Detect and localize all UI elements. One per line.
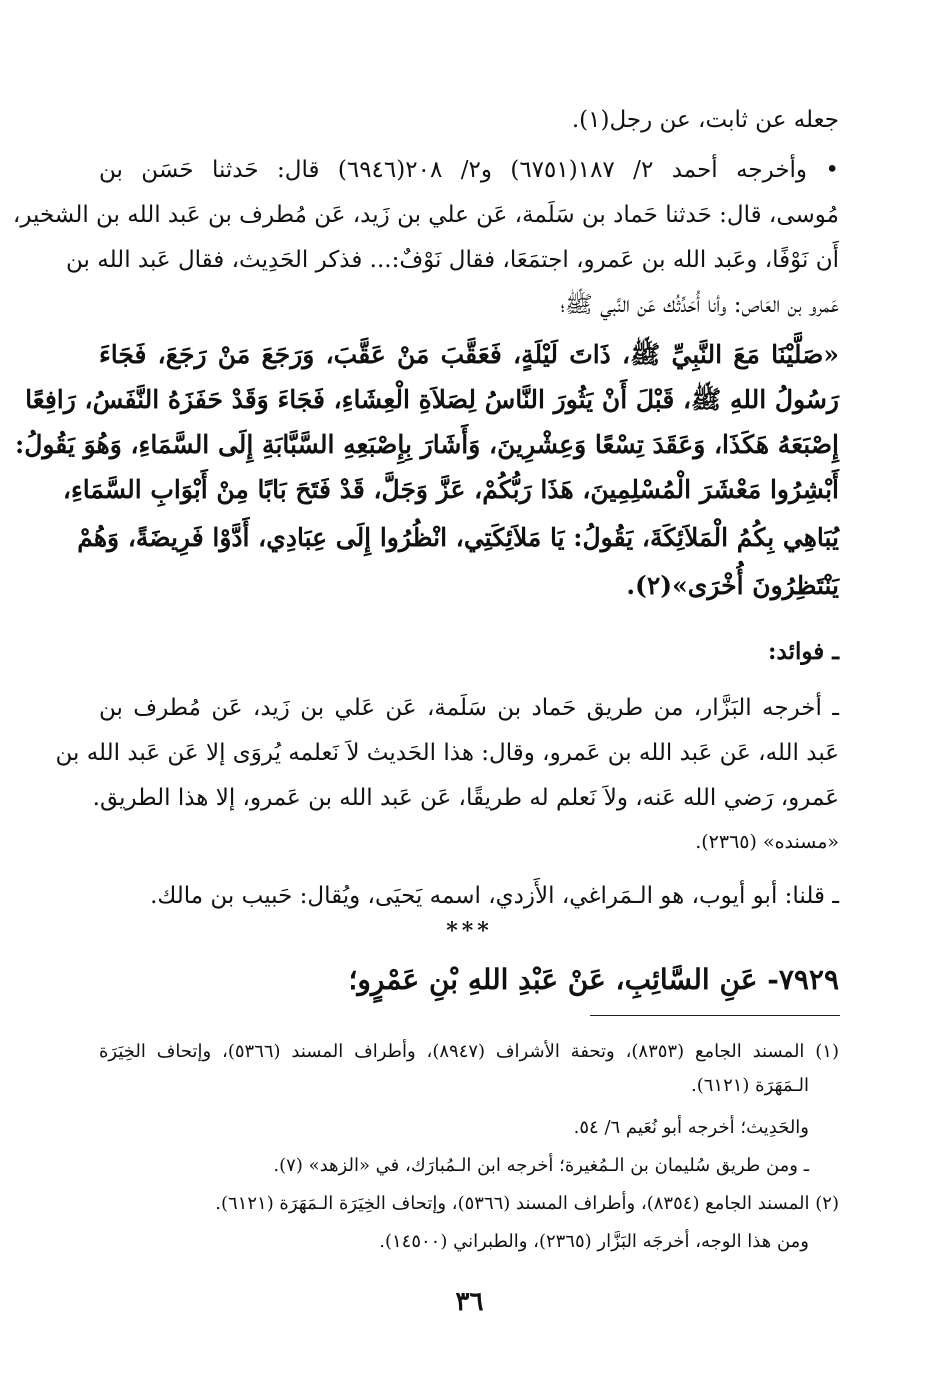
body-line: مُوسى، قال: حَدثنا حَماد بن سَلَمة، عَن علي بن زَيد، عَن مُطرف بن عَبد الله بن الشخير، bbox=[12, 202, 839, 228]
hadith-line: أَبْشِرُوا مَعْشَرَ الْمُسْلِمِينَ، هَذَا رَبُّكُمْ، عَزَّ وَجَلَّ، قَدْ فَتَحَ بَابًا مِنْ أَبْوَابِ السَّمَاءِ، bbox=[62, 475, 839, 504]
qulna-line: ـ قلنا: أبو أيوب، هو الـمَراغي، الأَزدي، اسمه يَحيَى، ويُقال: حَبيب بن مالك. bbox=[150, 883, 839, 909]
footnote-line: والحَدِيث؛ أخرجه أبو نُعَيم ٦/ ٥٤. bbox=[573, 1117, 809, 1138]
fawaid-heading: ـ فوائد: bbox=[768, 638, 839, 665]
hadith-line: رَسُولُ اللهِ ﷺ، قَبْلَ أَنْ يَثُورَ النَّاسُ لِصَلاَةِ الْعِشَاءِ، فَجَاءَ وَقَدْ حَفَزَهُ النَّفَسُ، رَافِعًا bbox=[25, 385, 839, 414]
footnote-line: الـمَهَرَة (٦١٢١). bbox=[691, 1075, 809, 1096]
footnote-line: ـ ومن طريق سُليمان بن الـمُغيرة؛ أخرجه ابن الـمُبارَك، في «الزهد» (٧). bbox=[273, 1155, 809, 1176]
separator-stars: *** bbox=[446, 918, 493, 944]
fawaid-line: عَبد الله، عَن عَبد الله بن عَمرو، وقال: هذا الحَديث لاَ نَعلمه يُروَى إلا عَن عَبد الله بن bbox=[55, 740, 839, 766]
fawaid-line: ـ أخرجه البَزَّار، من طريق حَماد بن سَلَمة، عَن عَلي بن زَيد، عَن مُطرف بن bbox=[99, 695, 839, 721]
footnote-line: (١) المسند الجامع (٨٣٥٣)، وتحفة الأشراف (٨٩٤٧)، وأطراف المسند (٥٣٦٦)، وإتحاف الخِيَرَة bbox=[99, 1041, 839, 1062]
body-line: أَن نَوْفًا، وعَبد الله بن عَمرو، اجتمَعَا، فقال نَوْفٌ:... فذكر الحَدِيث، فقال عَبد الله بن bbox=[66, 247, 839, 273]
page-number: ٣٦ bbox=[455, 1287, 484, 1317]
body-line: جعله عن ثابت، عن رجل(١). bbox=[571, 107, 839, 133]
fawaid-line: «مسنده» (٢٣٦٥). bbox=[695, 831, 839, 853]
fawaid-line: عَمرو، رَضي الله عَنه، ولاَ نَعلم له طريقًا، عَن عَبد الله بن عَمرو، إلا هذا الطريق. bbox=[92, 785, 839, 811]
hadith-line: يَنْتَظِرُونَ أُخْرَى»(٢). bbox=[626, 571, 839, 600]
hadith-line: «صَلَّيْنَا مَعَ النَّبِيِّ ﷺ، ذَاتَ لَيْلَةٍ، فَعَقَّبَ مَنْ عَقَّبَ، وَرَجَعَ مَنْ رَجَعَ، فَجَاءَ bbox=[99, 340, 839, 369]
hadith-heading: ٧٩٢٩- عَنِ السَّائِبِ، عَنْ عَبْدِ اللهِ بْنِ عَمْرٍو؛ bbox=[348, 963, 839, 996]
footnote-separator bbox=[590, 1015, 840, 1016]
body-line: • وأخرجه أحمد ٢/ ١٨٧(٦٧٥١) و٢/ ٢٠٨(٦٩٤٦) قال: حَدثنا حَسَن بن bbox=[99, 157, 839, 183]
hadith-line: يُبَاهِي بِكُمُ الْمَلاَئِكَةَ، يَقُولُ: يَا مَلاَئِكَتِي، انْظُرُوا إِلَى عِبَادِي، أَدَّوْا فَرِيضَةً، وَهُمْ bbox=[77, 523, 839, 552]
body-line: عَمرو بن العَاص: وأنا أُحَدِّثُك عَن النَّبي ﷺ؛ bbox=[560, 292, 839, 318]
footnote-line: (٢) المسند الجامع (٨٣٥٤)، وأطراف المسند (٥٣٦٦)، وإتحاف الخِيَرَة الـمَهَرَة (٦١٢١). bbox=[215, 1193, 839, 1214]
footnote-line: ومن هذا الوجه، أخرجَه البَزَّار (٢٣٦٥)، والطبراني (١٤٥٠٠). bbox=[379, 1231, 809, 1252]
hadith-line: إِصْبَعَهُ هَكَذَا، وَعَقَدَ تِسْعًا وَعِشْرِينَ، وَأَشَارَ بِإِصْبَعِهِ السَّبَّابَةِ إِلَى السَّمَاءِ، وَهُوَ يَقُولُ: bbox=[15, 430, 839, 459]
